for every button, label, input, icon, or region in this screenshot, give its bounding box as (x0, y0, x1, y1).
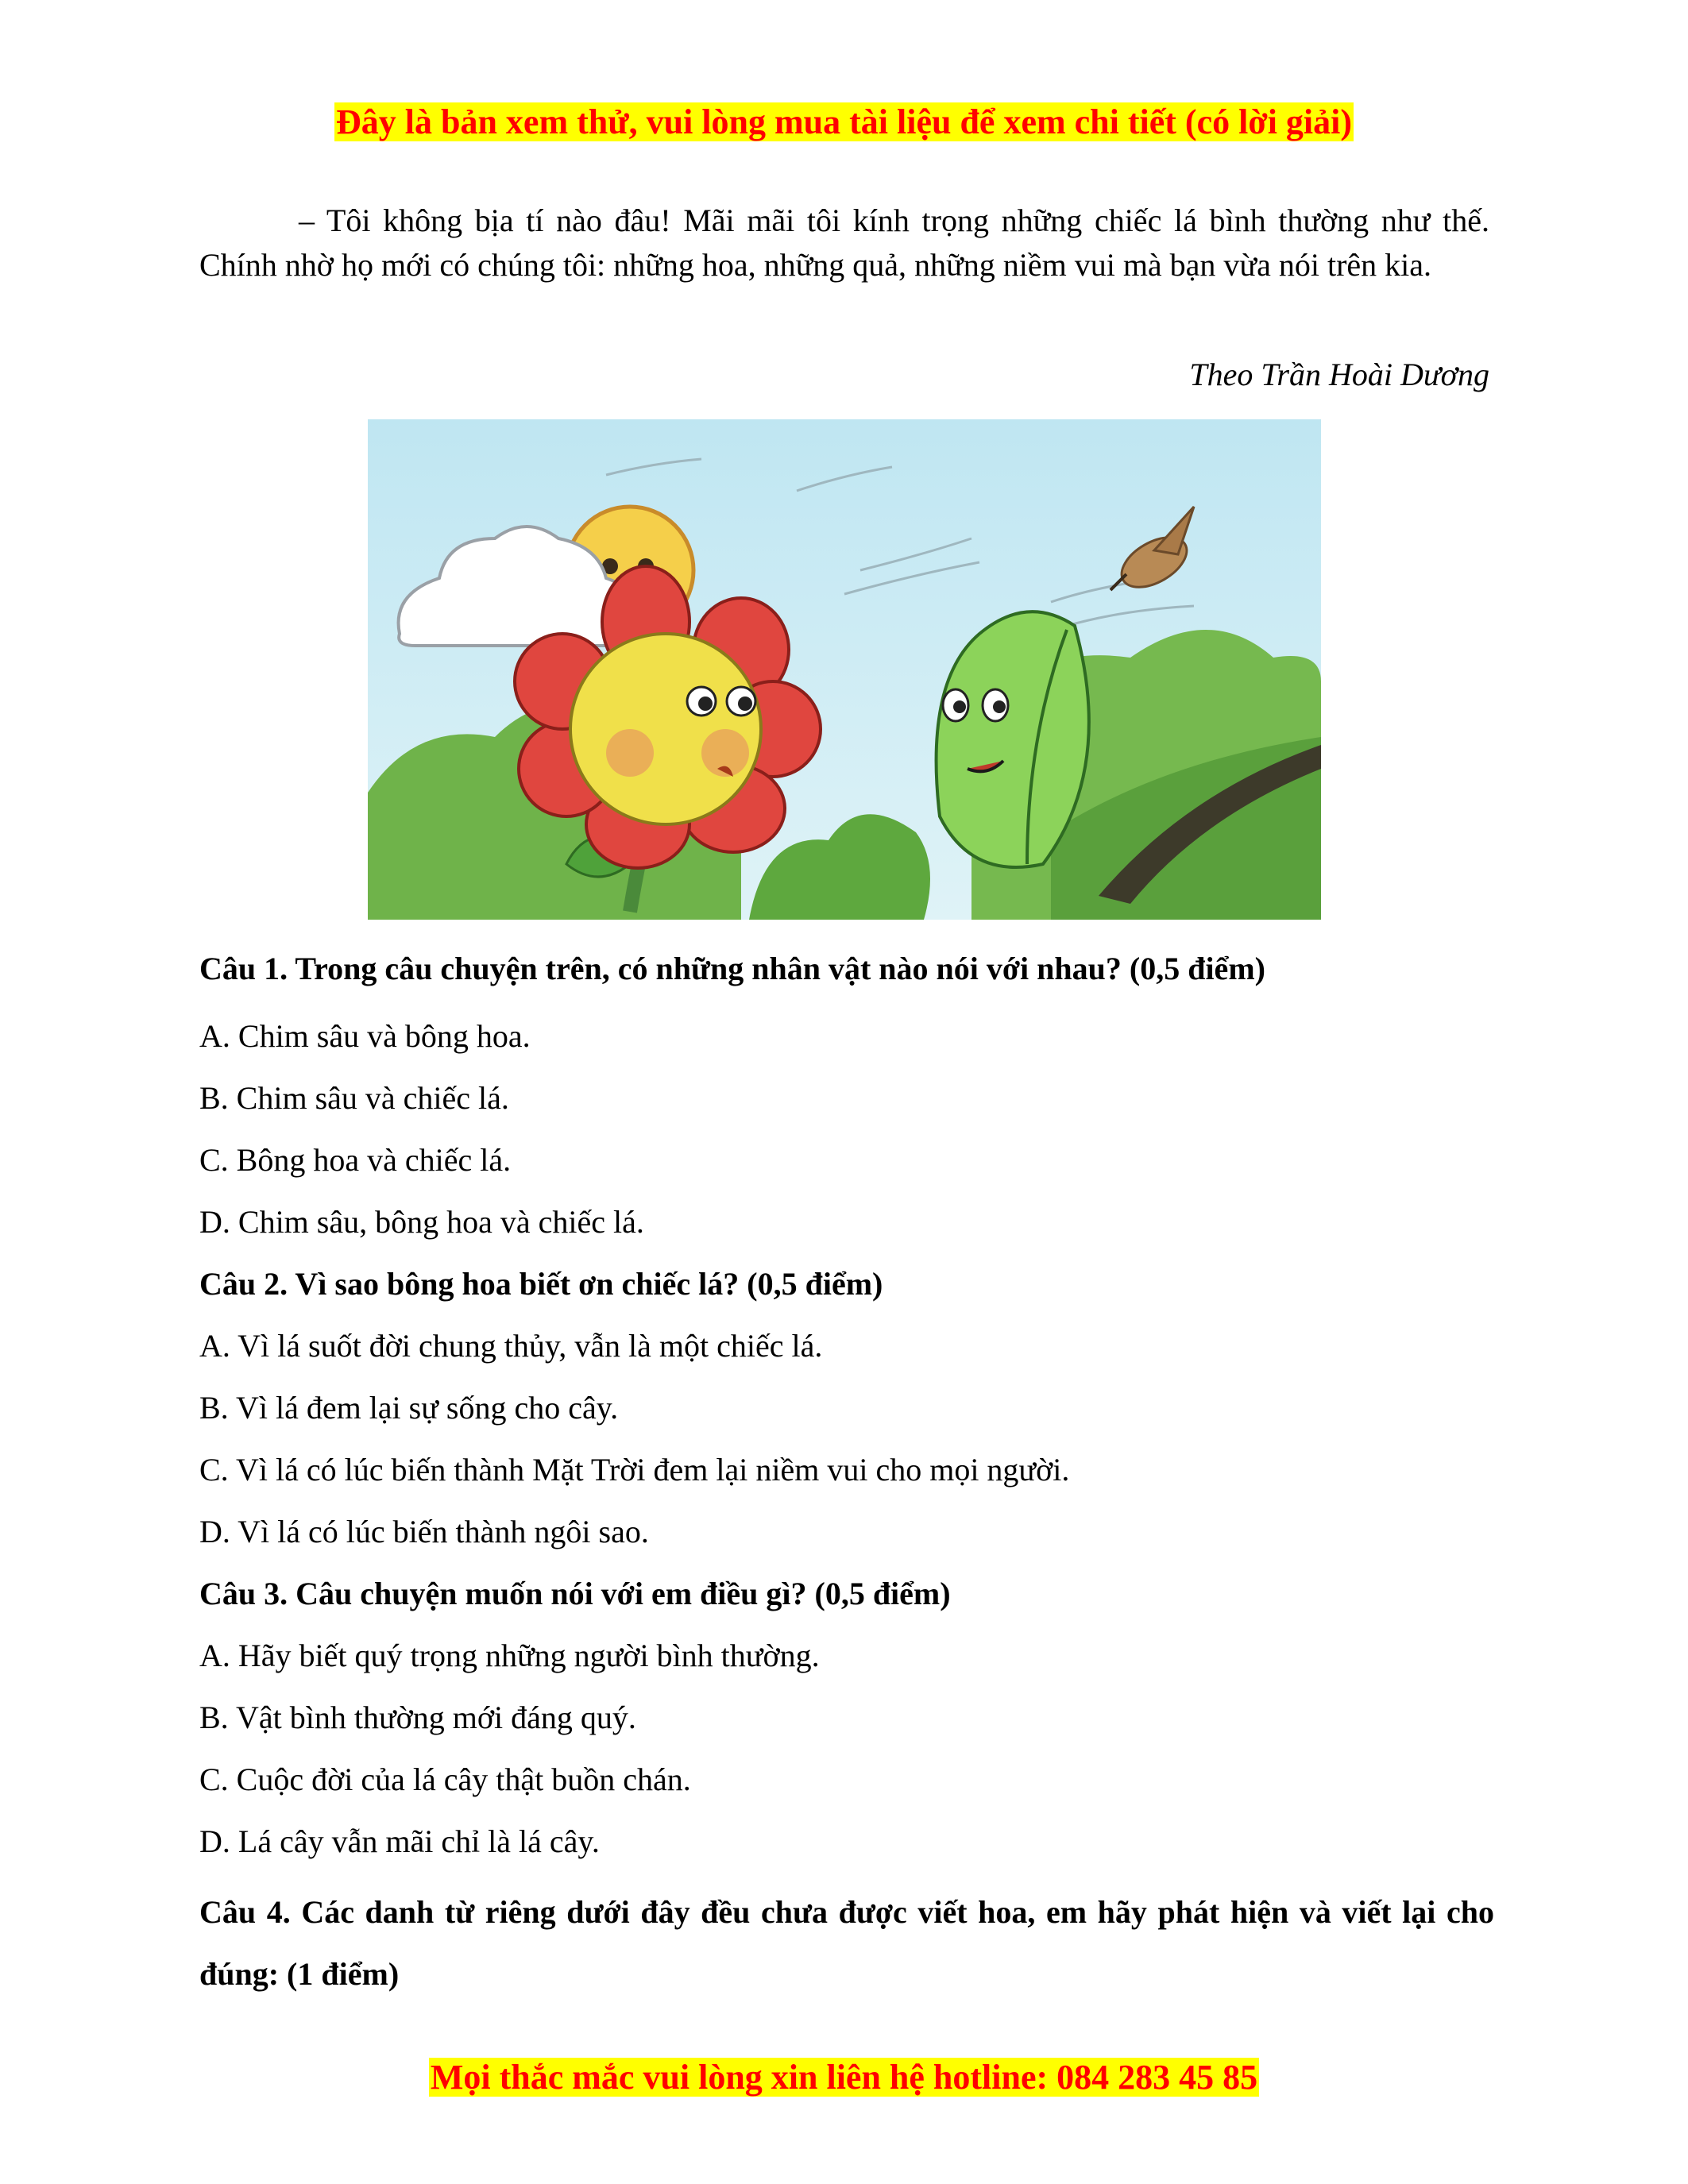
question-1-option-a: A. Chim sâu và bông hoa. (199, 1018, 531, 1054)
hotline-banner (0, 2055, 1688, 2100)
preview-notice-banner (0, 100, 1688, 145)
question-3-option-c: C. Cuộc đời của lá cây thật buồn chán. (199, 1761, 691, 1797)
story-attribution: Theo Trần Hoài Dương (1189, 357, 1489, 392)
question-3-option-a: A. Hãy biết quý trọng những người bình thường. (199, 1638, 820, 1673)
question-2-option-a: A. Vì lá suốt đời chung thủy, vẫn là một chiếc lá. (199, 1328, 823, 1364)
question-2-option-d: D. Vì lá có lúc biến thành ngôi sao. (199, 1514, 649, 1549)
question-3-option-d: D. Lá cây vẫn mãi chỉ là lá cây. (199, 1823, 600, 1859)
story-paragraph: – Tôi không bịa tí nào đâu! Mãi mãi tôi kính trọng những chiếc lá bình thường như thế. Chính nhờ họ mới có chúng tôi: những hoa, những quả, những niềm vui mà bạn vừa nói trên kia. (199, 203, 1489, 283)
question-3-option-b: B. Vật bình thường mới đáng quý. (199, 1700, 636, 1735)
question-4-title: Câu 4. Các danh từ riêng dưới đây đều chưa được viết hoa, em hãy phát hiện và viết lại cho đúng: (1 điểm) (199, 1894, 1494, 1992)
question-2-title: Câu 2. Vì sao bông hoa biết ơn chiếc lá? (0,5 điểm) (199, 1266, 883, 1302)
question-1-option-d: D. Chim sâu, bông hoa và chiếc lá. (199, 1204, 644, 1240)
hotline-text: Mọi thắc mắc vui lòng xin liên hệ hotline: 084 283 45 85 (430, 2058, 1258, 2097)
question-1-option-b: B. Chim sâu và chiếc lá. (199, 1080, 509, 1116)
question-1-option-c: C. Bông hoa và chiếc lá. (199, 1142, 512, 1178)
preview-notice-text: Đây là bản xem thử, vui lòng mua tài liệu để xem chi tiết (có lời giải) (335, 102, 1353, 141)
question-1-title: Câu 1. Trong câu chuyện trên, có những nhân vật nào nói với nhau? (0,5 điểm) (199, 951, 1265, 986)
question-2-option-b: B. Vì lá đem lại sự sống cho cây. (199, 1390, 619, 1426)
story-illustration (368, 419, 1321, 920)
question-3-title: Câu 3. Câu chuyện muốn nói với em điều gì? (0,5 điểm) (199, 1576, 951, 1611)
question-2-option-c: C. Vì lá có lúc biến thành Mặt Trời đem lại niềm vui cho mọi người. (199, 1452, 1070, 1488)
